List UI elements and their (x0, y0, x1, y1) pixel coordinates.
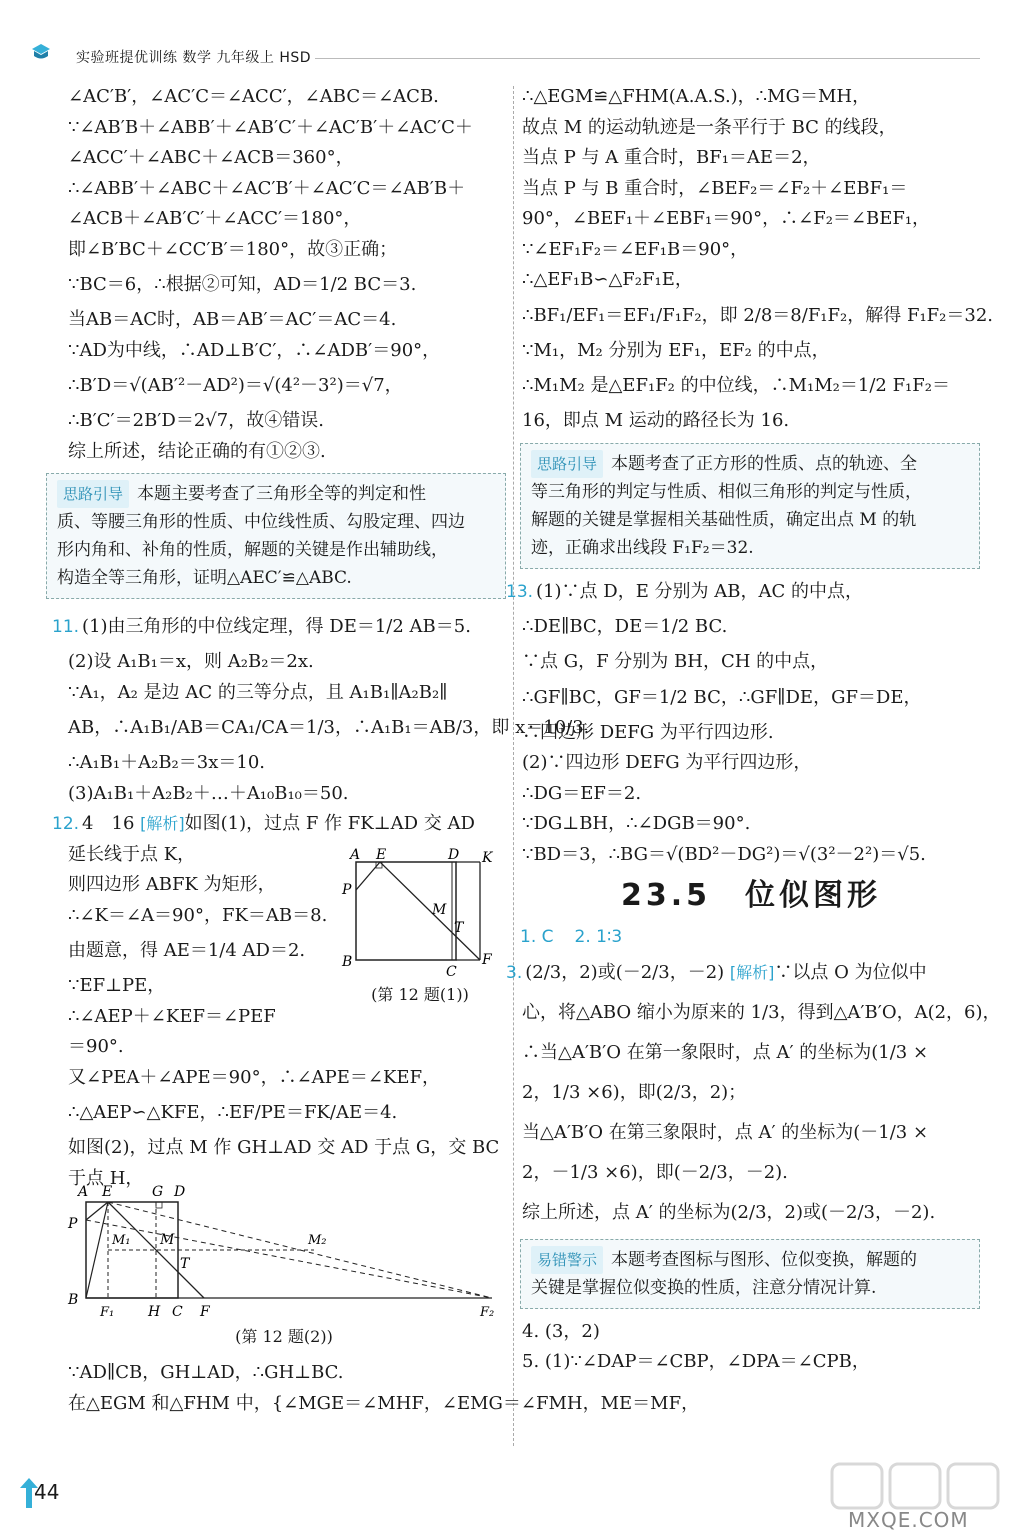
text-line: 如图(1)，过点 F 作 FK⊥AD 交 AD (184, 813, 475, 834)
fig2-label-c: C (172, 1304, 183, 1320)
text-line: ＝90°. (68, 1036, 124, 1057)
question-line (506, 953, 980, 993)
figure-12-2-diagram (64, 1180, 504, 1320)
text-line: ∵点 G，F 分别为 BH，CH 的中点， (522, 651, 829, 672)
text-line: 则四边形 ABFK 为矩形， (68, 874, 276, 895)
text-line: 延长线于点 K， (68, 843, 196, 865)
fig1-label-e: E (376, 848, 387, 863)
watermark-text: MXQE.COM (848, 1508, 969, 1532)
text-line: 2，1/3 ×6)，即(2/3，2)； (522, 1081, 747, 1103)
fig2-label-m2: M₂ (308, 1233, 327, 1248)
tip-text: 本题考查图标与图形、位似变换，解题的 (611, 1249, 918, 1270)
tip-label: 思路引导 (531, 450, 603, 478)
question-number: 11. (52, 617, 80, 637)
text-line: (2)设 A₁B₁＝x，则 A₂B₂＝2x. (68, 651, 314, 672)
tip-text: 本题主要考查了三角形全等的判定和性 (137, 484, 427, 504)
text-line: ∴DG＝EF＝2. (522, 782, 642, 804)
fig1-label-b: B (342, 954, 353, 970)
fig2-label-m1: M₁ (112, 1233, 131, 1248)
answer-line (522, 922, 980, 953)
text-line: 心，将△ABO 缩小为原来的 1/3，得到△A′B′O，A(2，6)， (522, 1001, 1001, 1023)
text-line: ∴当△A′B′O 在第一象限时，点 A′ 的坐标为(1/3 × (522, 1041, 929, 1063)
text-line: ∵∠EF₁F₂＝∠EF₁B＝90°， (522, 238, 749, 260)
page-number (20, 1476, 70, 1512)
section-number: 23.5 (620, 878, 712, 913)
page-header (30, 40, 980, 70)
tip-text: 迹，正确求出线段 F₁F₂＝32. (531, 537, 754, 558)
text-line: ∵A₁，A₂ 是边 AC 的三等分点，且 A₁B₁∥A₂B₂∥ (68, 681, 448, 703)
tip-text: 等三角形的判定与性质、相似三角形的判定与性质， (531, 481, 922, 502)
text-line: ∴∠K＝∠A＝90°，FK＝AB＝8. (68, 904, 328, 926)
text-line: ∴△AEP∽△KFE，∴EF/PE＝FK/AE＝4. (68, 1102, 398, 1123)
text-line: ∵AD为中线，∴AD⊥B′C′，∴∠ADB′＝90°， (68, 339, 441, 361)
fig2-label-f: F (200, 1304, 210, 1320)
tip-box (46, 473, 506, 599)
fig1-label-f: F (482, 952, 492, 968)
text-line: 当AB＝AC时，AB＝AB′＝AC′＝AC＝4. (68, 309, 397, 330)
text-line: (1)由三角形的中位线定理，得 DE＝1/2 AB＝5. (82, 616, 471, 637)
fig2-label-p: P (68, 1216, 78, 1232)
question-line (52, 607, 506, 647)
text-line: 当△A′B′O 在第三象限时，点 A′ 的坐标为(－1/3 × (522, 1121, 929, 1143)
tip-box (520, 1239, 980, 1309)
text-line: ∵AD∥CB，GH⊥AD，∴GH⊥BC. (68, 1362, 344, 1383)
text-line: ∴∠ABB′＋∠ABC＋∠AC′B′＋∠AC′C＝∠AB′B＋ (68, 177, 466, 199)
tip-label: 易错警示 (531, 1246, 603, 1274)
answer-text: (2/3，2)或(－2/3，－2) (525, 961, 725, 983)
text-line: 当点 P 与 B 重合时，∠BEF₂＝∠F₂＋∠EBF₁＝ (522, 177, 908, 199)
figure-caption: (第 12 题(2)) (235, 1327, 333, 1346)
question-number: 3. (506, 962, 523, 983)
analysis-tag: [解析] (729, 962, 775, 982)
text-line: ∴△EF₁B∽△F₂F₁E， (522, 269, 693, 290)
question-number: 12. (52, 814, 80, 834)
series-title: 实验班提优训练 数学 九年级上 HSD (76, 50, 312, 66)
section-name: 位似图形 (745, 878, 882, 913)
fig1-label-a: A (350, 848, 361, 863)
book-logo-icon (30, 42, 52, 64)
fig2-label-m: M (160, 1232, 175, 1248)
answer-1: 1. C (520, 927, 554, 947)
text-line: 由题意，得 AE＝1/4 AD＝2. (68, 940, 306, 961)
text-line: ∴DE∥BC，DE＝1/2 BC. (522, 616, 728, 637)
tip-text: 本题考查了正方形的性质、点的轨迹、全 (611, 453, 918, 474)
text-line: 如图(2)，过点 M 作 GH⊥AD 交 AD 于点 G，交 BC (68, 1137, 500, 1158)
text-line: 在△EGM 和△FHM 中，{∠MGE＝∠MHF，∠EMG＝∠FMH，ME＝MF， (68, 1392, 700, 1414)
text-line: (3)A₁B₁＋A₂B₂＋…＋A₁₀B₁₀＝50. (68, 782, 349, 804)
fig2-label-b: B (68, 1292, 79, 1308)
fig2-label-f2: F₂ (480, 1305, 495, 1320)
tip-text: 关键是掌握位似变换的性质，注意分情况计算. (531, 1277, 877, 1298)
answer-text: 4 16 (82, 813, 135, 834)
question-number: 13. (506, 581, 534, 602)
text-line: (1)∵点 D，E 分别为 AB，AC 的中点， (536, 580, 863, 602)
text-line: ∴BF₁/EF₁＝EF₁/F₁F₂，即 2/8＝8/F₁F₂，解得 F₁F₂＝32. (522, 304, 993, 326)
text-line: 5. (1)∵∠DAP＝∠CBP，∠DPA＝∠CPB， (522, 1351, 870, 1372)
figure-12-1-diagram (340, 848, 500, 978)
text-line: ∴四边形 DEFG 为平行四边形. (522, 721, 774, 743)
right-column (506, 82, 1001, 1378)
question-line (52, 809, 506, 840)
text-line: ∴GF∥BC，GF＝1/2 BC，∴GF∥DE，GF＝DE， (522, 686, 922, 708)
tip-text: 构造全等三角形，证明△AEC′≌△ABC. (57, 568, 352, 588)
fig1-label-p: P (342, 882, 352, 898)
text-line: 4. (3，2) (522, 1320, 600, 1342)
question-line (506, 577, 980, 608)
text-line: ∴A₁B₁＋A₂B₂＝3x＝10. (68, 752, 265, 773)
text-line: (2)∵四边形 DEFG 为平行四边形， (522, 752, 812, 773)
text-line: 90°，∠BEF₁＋∠EBF₁＝90°，∴∠F₂＝∠BEF₁， (522, 208, 931, 229)
tip-label: 思路引导 (57, 480, 129, 508)
text-line: ∴B′C′＝2B′D＝2√7，故④错误. (68, 410, 324, 431)
text-line: ∵BC＝6，∴根据②可知，AD＝1/2 BC＝3. (68, 274, 417, 295)
text-line: ∴M₁M₂ 是△EF₁F₂ 的中位线，∴M₁M₂＝1/2 F₁F₂＝ (522, 375, 950, 396)
section-title (522, 870, 980, 922)
text-line: 综上所述，点 A′ 的坐标为(2/3，2)或(－2/3，－2). (522, 1201, 936, 1223)
text-line: 即∠B′BC＋∠CC′B′＝180°，故③正确； (68, 238, 398, 260)
fig1-label-t: T (454, 920, 464, 936)
page-number-text: 44 (34, 1480, 60, 1504)
text-line: 又∠PEA＋∠APE＝90°，∴∠APE＝∠KEF， (68, 1066, 441, 1088)
header-rule (315, 58, 980, 59)
fig2-label-h: H (148, 1304, 161, 1320)
text-line: 故点 M 的运动轨迹是一条平行于 BC 的线段， (522, 116, 897, 138)
text-line: ∵∠AB′B＋∠ABB′＋∠AB′C′＋∠AC′B′＋∠AC′C＋ (68, 116, 473, 138)
text-line: ∵EF⊥PE， (68, 975, 166, 996)
fig1-label-d: D (448, 848, 460, 863)
column-divider (513, 86, 514, 1446)
fig1-label-m: M (432, 902, 447, 918)
fig1-label-c: C (446, 964, 457, 978)
fig2-label-d: D (174, 1184, 186, 1200)
text-line: 16，即点 M 运动的路径长为 16. (522, 410, 790, 431)
tip-text: 解题的关键是掌握相关基础性质，确定出点 M 的轨 (531, 509, 917, 530)
text-line: ∵DG⊥BH，∴∠DGB＝90°. (522, 813, 751, 834)
text-line: ∠ACB＋∠AB′C′＋∠ACC′＝180°， (68, 208, 362, 229)
fig2-label-g: G (152, 1184, 164, 1200)
tip-text: 质、等腰三角形的性质、中位线性质、勾股定理、四边 (57, 512, 465, 532)
tip-box (520, 443, 980, 569)
figure-caption: (第 12 题(1)) (371, 985, 469, 1004)
text-line: ∠ACC′＋∠ABC＋∠ACB＝360°， (68, 147, 354, 168)
text-line: 综上所述，结论正确的有①②③. (68, 440, 326, 462)
analysis-tag: [解析] (140, 814, 185, 833)
fig1-label-k: K (482, 850, 493, 866)
text-line: ∵M₁，M₂ 分别为 EF₁，EF₂ 的中点， (522, 339, 830, 361)
figure-12-2 (64, 1180, 504, 1348)
figure-12-1 (340, 848, 500, 1004)
text-line: 于点 H， (68, 1167, 144, 1189)
fig2-label-t: T (180, 1256, 190, 1272)
fig2-label-e: E (102, 1184, 113, 1200)
tip-text: 形内角和、补角的性质，解题的关键是作出辅助线， (57, 540, 448, 560)
text-line: 当点 P 与 A 重合时，BF₁＝AE＝2， (522, 147, 821, 168)
text-line: ∴∠AEP＋∠KEF＝∠PEF (68, 1005, 276, 1027)
fig2-label-f1: F₁ (100, 1305, 115, 1320)
text-line: ∴B′D＝√(AB′²－AD²)＝√(4²－3²)＝√7， (68, 375, 403, 396)
text-line: AB，∴A₁B₁/AB＝CA₁/CA＝1/3，∴A₁B₁＝AB/3，即 x＝10/3. (68, 717, 590, 738)
answer-2: 2. 1∶3 (574, 927, 623, 947)
text-line: ∠AC′B′，∠AC′C＝∠ACC′，∠ABC＝∠ACB. (68, 86, 439, 107)
fig2-label-a: A (78, 1184, 89, 1200)
text-line: 2，－1/3 ×6)，即(－2/3，－2). (522, 1161, 788, 1183)
text-line: ∵以点 O 为位似中 (774, 961, 927, 983)
text-line: ∵BD＝3，∴BG＝√(BD²－DG²)＝√(3²－2²)＝√5. (522, 843, 926, 865)
text-line: ∴△EGM≌△FHM(A.A.S.)，∴MG＝MH， (522, 86, 871, 107)
